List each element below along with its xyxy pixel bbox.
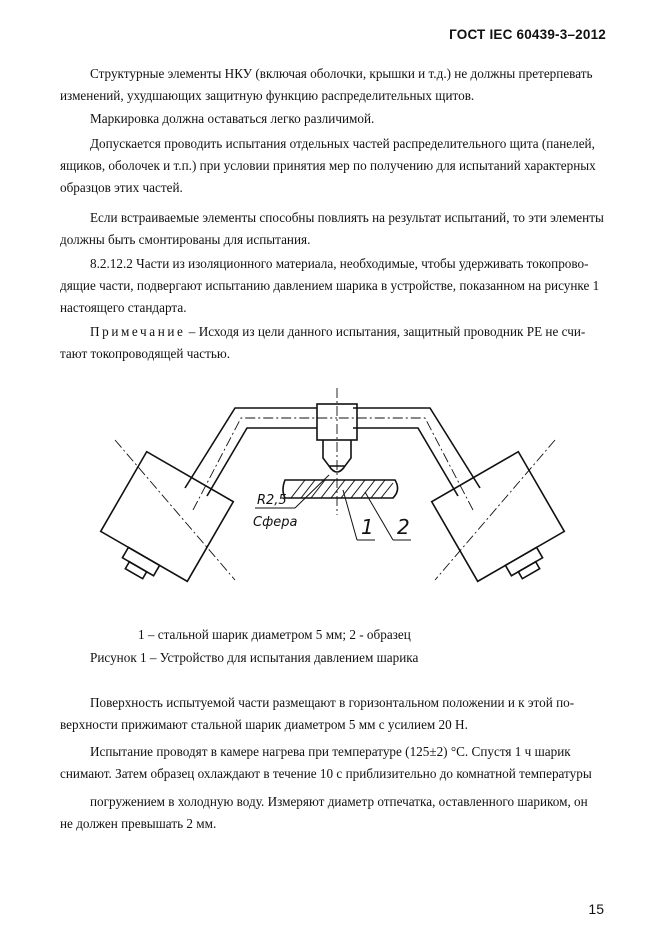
figure-legend: 1 – стальной шарик диаметром 5 мм; 2 - образец: [138, 627, 411, 642]
paragraph-line: Допускается проводить испытания отдельных частей распределительного щита (панелей,: [90, 136, 595, 151]
note-line: [90, 321, 585, 343]
paragraph-line: образцов этих частей.: [60, 180, 183, 195]
page-number: 15: [588, 901, 604, 917]
paragraph-line: настоящего стандарта.: [60, 300, 187, 315]
figure-label-2: 2: [397, 515, 410, 539]
figure-label-radius: R2,5: [257, 493, 287, 508]
figure-label-sphere: Сфера: [253, 515, 298, 530]
paragraph-line: должны быть смонтированы для испытания.: [60, 232, 311, 247]
paragraph-line: изменений, ухудшающих защитную функцию распределительных щитов.: [60, 88, 475, 103]
ball-pressure-apparatus-diagram: [95, 380, 575, 600]
paragraph-line: Маркировка должна оставаться легко различимой.: [90, 111, 375, 126]
standard-header: ГОСТ IEC 60439-3–2012: [449, 27, 606, 42]
figure-label-1: 1: [361, 515, 374, 539]
figure-title: Рисунок 1 – Устройство для испытания давлением шарика: [90, 650, 419, 665]
paragraph-line: верхности прижимают стальной шарик диаметром 5 мм с усилием 20 Н.: [60, 717, 468, 732]
paragraph-line: не должен превышать 2 мм.: [60, 816, 217, 831]
paragraph-line: Структурные элементы НКУ (включая оболочки, крышки и т.д.) не должны претерпевать: [90, 66, 593, 81]
paragraph-line: погружением в холодную воду. Измеряют диаметр отпечатка, оставленного шариком, он: [90, 794, 588, 809]
paragraph-line: Поверхность испытуемой части размещают в горизонтальном положении и к этой по-: [90, 695, 575, 710]
note-label: Примечание: [90, 324, 186, 339]
paragraph-line: Если встраиваемые элементы способны повлиять на результат испытаний, то эти элементы: [90, 210, 604, 225]
paragraph-line: снимают. Затем образец охлаждают в течение 10 с приблизительно до комнатной температуры: [60, 766, 592, 781]
paragraph-line: 8.2.12.2 Части из изоляционного материала, необходимые, чтобы удерживать токопрово-: [90, 256, 589, 271]
paragraph-line: Испытание проводят в камере нагрева при температуре (125±2) °С. Спустя 1 ч шарик: [90, 744, 571, 759]
paragraph-line: тают токопроводящей частью.: [60, 346, 231, 361]
note-text: – Исходя из цели данного испытания, защитный проводник PE не счи-: [188, 324, 586, 339]
paragraph-line: ящиков, оболочек и т.п.) при условии принятия мер по получению для испытаний характерных: [60, 158, 596, 173]
paragraph-line: дящие части, подвергают испытанию давлением шарика в устройстве, показанном на рисунке 1: [60, 278, 600, 293]
